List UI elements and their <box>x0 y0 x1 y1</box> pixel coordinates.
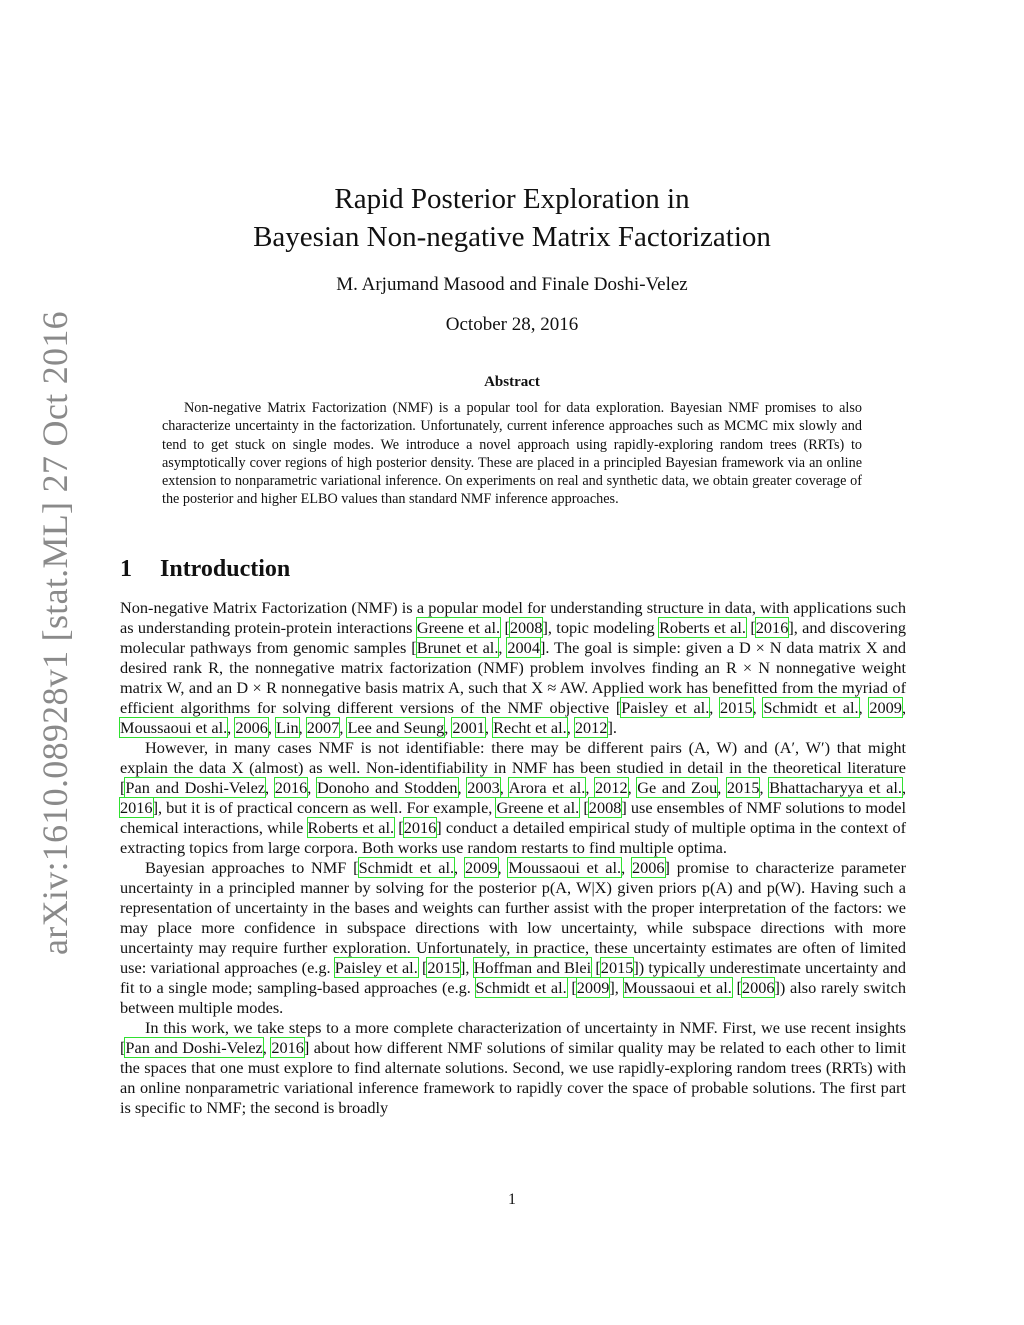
paragraph-text: ], topic modeling <box>542 618 660 637</box>
paragraph-text: ] conduct a detailed empirical study of multiple optima in the context of extracting topics from large corpora. Both works use random restarts to find multiple optima. <box>120 818 907 857</box>
citation-link[interactable]: Moussaoui et al. <box>508 858 622 877</box>
paragraph-text: , <box>298 718 307 737</box>
paragraph-text: [ <box>417 958 428 977</box>
citation-link[interactable]: 2006 <box>631 858 665 877</box>
paragraph-text: [ <box>731 978 742 997</box>
paragraph-text: [ <box>591 958 601 977</box>
paragraph-text: ], and discovering molecular pathways from genomic samples [ <box>120 618 906 657</box>
citation-link[interactable]: 2009 <box>869 698 902 717</box>
citation-link[interactable]: 2006 <box>235 718 268 737</box>
paragraph-text: , <box>484 718 494 737</box>
paragraph-text: ], but it is of practical concern as well. For example, <box>152 798 497 817</box>
citation-link[interactable]: 2008 <box>588 798 622 817</box>
citation-link[interactable]: Lin <box>276 718 299 737</box>
citation-link[interactable]: Roberts et al. <box>307 818 395 837</box>
citation-link[interactable]: 2001 <box>452 718 485 737</box>
abstract-text: Non-negative Matrix Factorization (NMF) is a popular tool for data exploration. Bayesian NMF promises to also characterize uncertainty in the factorization. Unfortunately, current inference approaches such as MCMC mix slowly and tend to get stuck on single modes. We introduce a novel approach using rapidly-exploring random trees (RRTs) to asymptotically cover regions of high posterior density. These are placed in a principled Bayesian framework via an online extension to nonparametric variational inference. On experiments on real and synthetic data, we obtain greater coverage of the posterior and higher ELBO values than standard NMF inference approaches. <box>162 400 862 508</box>
citation-link[interactable]: Hoffman and Blei <box>473 958 592 977</box>
citation-link[interactable]: Roberts et al. <box>659 618 746 637</box>
paragraph-text: , <box>454 858 465 877</box>
citation-link[interactable]: 2009 <box>464 858 498 877</box>
paragraph <box>120 858 906 1018</box>
paragraph-text: , <box>498 638 508 657</box>
citation-link[interactable]: Greene et al. <box>416 618 501 637</box>
publication-date: October 28, 2016 <box>445 314 579 335</box>
citation-link[interactable]: 2012 <box>595 778 628 797</box>
citation-link[interactable]: Schmidt et al. <box>475 978 567 997</box>
citation-link[interactable]: Arora et al. <box>508 778 586 797</box>
introduction-body <box>120 598 906 1118</box>
citation-link[interactable]: 2009 <box>576 978 610 997</box>
citation-link[interactable]: 2006 <box>741 978 775 997</box>
section-number: 1 <box>120 556 132 582</box>
paragraph-text: ] promise to characterize parameter uncertainty in a principled manner by solving for the posterior p(A, W|X) given priors p(A) and p(W). Having such a representation of uncertainty in the bases and weights can further assist with the proper interpretation of the factors: we may place more confidence in subspace directions with low uncertainty, while subspace directions with more uncertainty may require further exploration. Unfortunately, in practice, these uncertainty estimates are often of limited use: variational approaches (e.g. <box>120 858 907 977</box>
citation-link[interactable]: Brunet et al. <box>416 638 499 657</box>
paragraph-text: ] use ensembles of NMF solutions to model chemical interactions, while <box>120 798 907 837</box>
citation-link[interactable]: Paisley et al. <box>621 698 710 717</box>
paragraph-text: , <box>709 698 721 717</box>
abstract-heading: Abstract <box>484 374 540 390</box>
citation-link[interactable]: 2003 <box>467 778 500 797</box>
page-number: 1 <box>508 1191 516 1208</box>
paragraph-text: [ <box>579 798 589 817</box>
citation-link[interactable]: Pan and Doshi-Velez <box>125 1038 263 1057</box>
paragraph-text: , <box>265 778 275 797</box>
citation-link[interactable]: Bhattacharyya et al. <box>769 778 902 797</box>
paragraph-text: , <box>339 718 348 737</box>
citation-link[interactable]: Schmidt et al. <box>763 698 859 717</box>
paragraph-text: , <box>499 778 509 797</box>
citation-link[interactable]: Ge and Zou <box>637 778 718 797</box>
paragraph-text: ] about how different NMF solutions of similar quality may be related to each other to limit the spaces that one must explore to find alternate solutions. Second, we use rapidly-exploring random trees (RRTs) with an online nonparametric variational inference framework to rapidly cover the space of probable solutions. The first part is specific to NMF; the second is broadly <box>120 1038 906 1117</box>
paragraph <box>120 1018 906 1118</box>
citation-link[interactable]: 2007 <box>306 718 340 737</box>
paragraph-text: , <box>307 778 317 797</box>
citation-link[interactable]: Recht et al. <box>493 718 567 737</box>
citation-link[interactable]: 2015 <box>427 958 460 977</box>
citation-link[interactable]: Paisley et al. <box>334 958 418 977</box>
paragraph-text: [ <box>500 618 510 637</box>
citation-link[interactable]: 2015 <box>720 698 753 717</box>
paragraph-text: In this work, we take steps to a more complete characterization of uncertainty in NMF. First, we use recent insights [ <box>120 1018 906 1057</box>
citation-link[interactable]: 2015 <box>726 778 760 797</box>
arxiv-identifier-stamp: arXiv:1610.08928v1 [stat.ML] 27 Oct 2016 <box>35 311 75 955</box>
paragraph-text: , <box>901 698 907 717</box>
citation-link[interactable]: 2016 <box>403 818 437 837</box>
citation-link[interactable]: Moussaoui et al. <box>120 718 228 737</box>
paragraph-text: , <box>901 778 907 797</box>
citation-link[interactable]: 2004 <box>507 638 540 657</box>
paragraph-text: , <box>566 718 575 737</box>
citation-link[interactable]: Greene et al. <box>496 798 580 817</box>
citation-link[interactable]: 2016 <box>271 1038 304 1057</box>
paragraph-text: ]. <box>607 718 617 737</box>
paragraph-text: , <box>267 718 277 737</box>
paragraph-text: , <box>759 778 770 797</box>
paragraph-text: Bayesian approaches to NMF [ <box>145 858 359 877</box>
paragraph-text: Non-negative Matrix Factorization (NMF) is a popular model for understanding structure in data, with applications such as understanding protein-protein interactions <box>120 598 906 637</box>
paragraph-text: , <box>262 1038 272 1057</box>
paragraph-text: [ <box>394 818 404 837</box>
paragraph-text: , <box>717 778 727 797</box>
paragraph-text: ]) typically underestimate uncertainty and fit to a single mode; sampling-based approaches (e.g. <box>120 958 907 997</box>
paragraph-text: ], <box>459 958 474 977</box>
citation-link[interactable]: Donoho and Stodden <box>316 778 458 797</box>
citation-link[interactable]: 2008 <box>509 618 543 637</box>
paragraph-text: [ <box>745 618 756 637</box>
paper-title <box>0 180 1024 256</box>
paragraph-text: , <box>621 858 632 877</box>
citation-link[interactable]: 2016 <box>120 798 153 817</box>
paragraph-text: , <box>585 778 596 797</box>
paragraph-text: ]. The goal is simple: given a D × N data matrix X and desired rank R, the nonnegative matrix factorization (NMF) problem involves finding an R × N nonnegative weight matrix W, and an D × R nonnegative basis matrix A, such that X ≈ AW. Applied work has benefitted from the myriad of efficient algorithms for solving different versions of the NMF objective [ <box>120 638 907 717</box>
citation-link[interactable]: 2016 <box>755 618 789 637</box>
paragraph-text: , <box>497 858 509 877</box>
title-line-1: Rapid Posterior Exploration in <box>334 183 690 215</box>
citation-link[interactable]: 2016 <box>274 778 308 797</box>
citation-link[interactable]: 2015 <box>600 958 634 977</box>
section-heading-introduction <box>120 556 290 583</box>
paragraph-text: , <box>227 718 236 737</box>
citation-link[interactable]: Schmidt et al. <box>358 858 455 877</box>
paragraph-text: ], <box>609 978 624 997</box>
paragraph-text: [ <box>566 978 577 997</box>
citation-link[interactable]: 2012 <box>574 718 608 737</box>
paragraph-text: , <box>627 778 638 797</box>
paragraph <box>120 598 906 738</box>
section-title: Introduction <box>160 556 291 582</box>
paragraph-text: , <box>457 778 468 797</box>
authors: M. Arjumand Masood and Finale Doshi-Velez <box>336 274 688 295</box>
title-line-2: Bayesian Non-negative Matrix Factorization <box>253 221 771 253</box>
citation-link[interactable]: Lee and Seung <box>347 718 445 737</box>
citation-link[interactable]: Pan and Doshi-Velez <box>125 778 266 797</box>
paragraph <box>120 738 906 858</box>
paragraph-text: However, in many cases NMF is not identifiable: there may be different pairs (A, W) and (A′, W′) that might explain the data X (almost) as well. Non-identifiability in NMF has been studied in detail in the theoretical literature [ <box>120 738 906 797</box>
paragraph-text: , <box>752 698 764 717</box>
paragraph-text: ]) also rarely switch between multiple modes. <box>120 978 906 1017</box>
paragraph-text: , <box>858 698 870 717</box>
citation-link[interactable]: Moussaoui et al. <box>623 978 732 997</box>
paragraph-text: , <box>444 718 453 737</box>
